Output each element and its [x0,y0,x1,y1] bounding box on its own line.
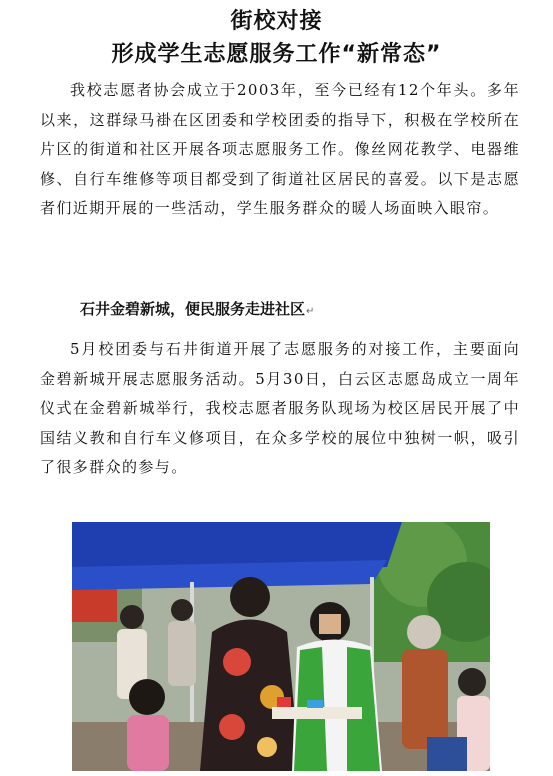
chinese-knot-item [277,697,291,707]
elderly-woman-head [407,615,441,649]
dress-flower-pattern [223,648,251,676]
dress-flower-pattern [219,714,245,740]
elderly-woman-body [402,649,448,749]
craft-item [307,700,323,708]
volunteer-face [319,614,341,634]
floral-dress [200,620,300,772]
paragraph-mark: ↵ [306,306,315,317]
event-paragraph: 5月校团委与石井街道开展了志愿服务的对接工作，主要面向金碧新城开展志愿服务活动。5月30日，白云区志愿岛成立一周年仪式在金碧新城举行，我校志愿者服务队现场为校区居民开展了中国结义教和自行车义修项目，在众多学校的展位中独树一帜，吸引了很多群众的参与。 [40,340,520,476]
article-subtitle: 形成学生志愿服务工作“新常态” [111,42,442,67]
person-head [458,668,486,696]
child-body [127,715,169,771]
dress-flower-pattern [257,737,277,757]
person-head [120,605,144,629]
section-heading [80,298,314,319]
blue-chair [427,737,467,771]
craft-table [272,707,362,719]
volunteer-event-photo-illustration [72,522,490,771]
person-body [168,621,196,686]
section-heading-text: 石井金碧新城，便民服务走进社区 [80,300,306,318]
child-head [129,679,165,715]
intro-paragraph: 我校志愿者协会成立于2003年，至今已经有12个年头。多年以来，这群绿马褂在区团委和学校团委的指导下，积极在学校所在片区的街道和社区开展各项志愿服务工作。像丝网花教学、电器维修、自行车维修等项目都受到了街道社区居民的喜爱。以下是志愿者们近期开展的一些活动，学生服务群众的暖人场面映入眼帘。 [40,81,520,217]
article-title: 街校对接 [230,9,323,34]
woman-head [230,577,270,617]
event-photo [72,522,490,771]
person-head [171,599,193,621]
